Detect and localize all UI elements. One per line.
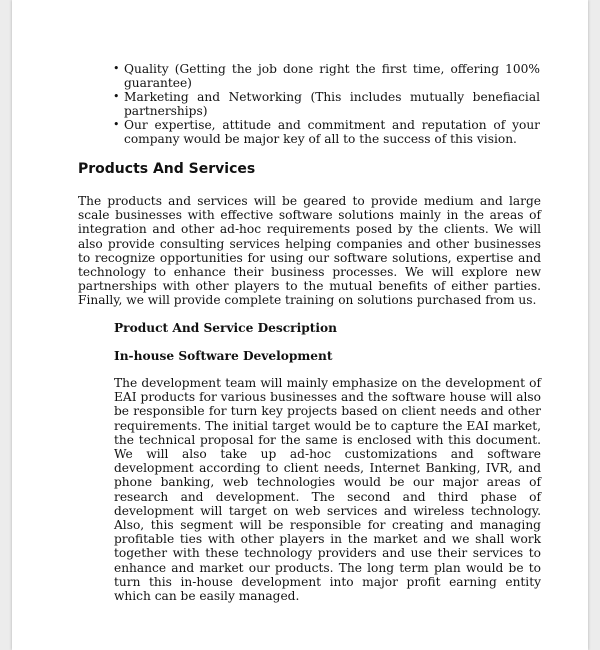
bullet-text: Quality (Getting the job done right the first time, offering 100% guarantee) [124, 62, 540, 90]
bullet-item-marketing [112, 90, 540, 118]
bullet-list [112, 62, 540, 146]
subsection-subheading: In-house Software Development [114, 349, 333, 363]
bullet-text: Marketing and Networking (This includes mutually benefiacial partnerships) [124, 90, 540, 118]
subsection-heading: Product And Service Description [114, 321, 338, 335]
document-page [12, 0, 588, 650]
bullet-item-expertise [112, 118, 540, 146]
subsection-paragraph: The development team will mainly emphasize on the development of EAI products for various businesses and the software house will also be responsible for turn key projects based on client needs and other requirements. The initial target would be to capture the EAI market, the technical proposal for the same is enclosed with this document. We will also take up ad-hoc customizations and software development according to client needs, Internet Banking, IVR, and phone banking, web technologies would be our major areas of research and development. The second and third phase of development will target on web services and wireless technology. Also, this segment will be responsible for creating and managing profitable ties with other players in the market and we shall work together with these technology providers and use their services to enhance and market our products. The long term plan would be to turn this in-house development into major profit earning entity which can be easily managed. [114, 376, 541, 604]
bullet-icon: • [113, 62, 120, 75]
bullet-text: Our expertise, attitude and commitment and reputation of your company would be major key of all to the success of this vision. [124, 118, 540, 146]
bullet-icon: • [113, 118, 120, 131]
bullet-icon: • [113, 90, 120, 103]
bullet-item-quality [112, 62, 540, 90]
section-paragraph: The products and services will be geared to provide medium and large scale businesses with effective software solutions mainly in the areas of integration and other ad-hoc requirements posed by the clients. We will also provide consulting services helping companies and other businesses to recognize opportunities for using our software solutions, expertise and technology to enhance their business processes. We will explore new partnerships with other players to the mutual benefits of either parties. Finally, we will provide complete training on solutions purchased from us. [78, 194, 541, 308]
section-heading: Products And Services [78, 161, 256, 177]
